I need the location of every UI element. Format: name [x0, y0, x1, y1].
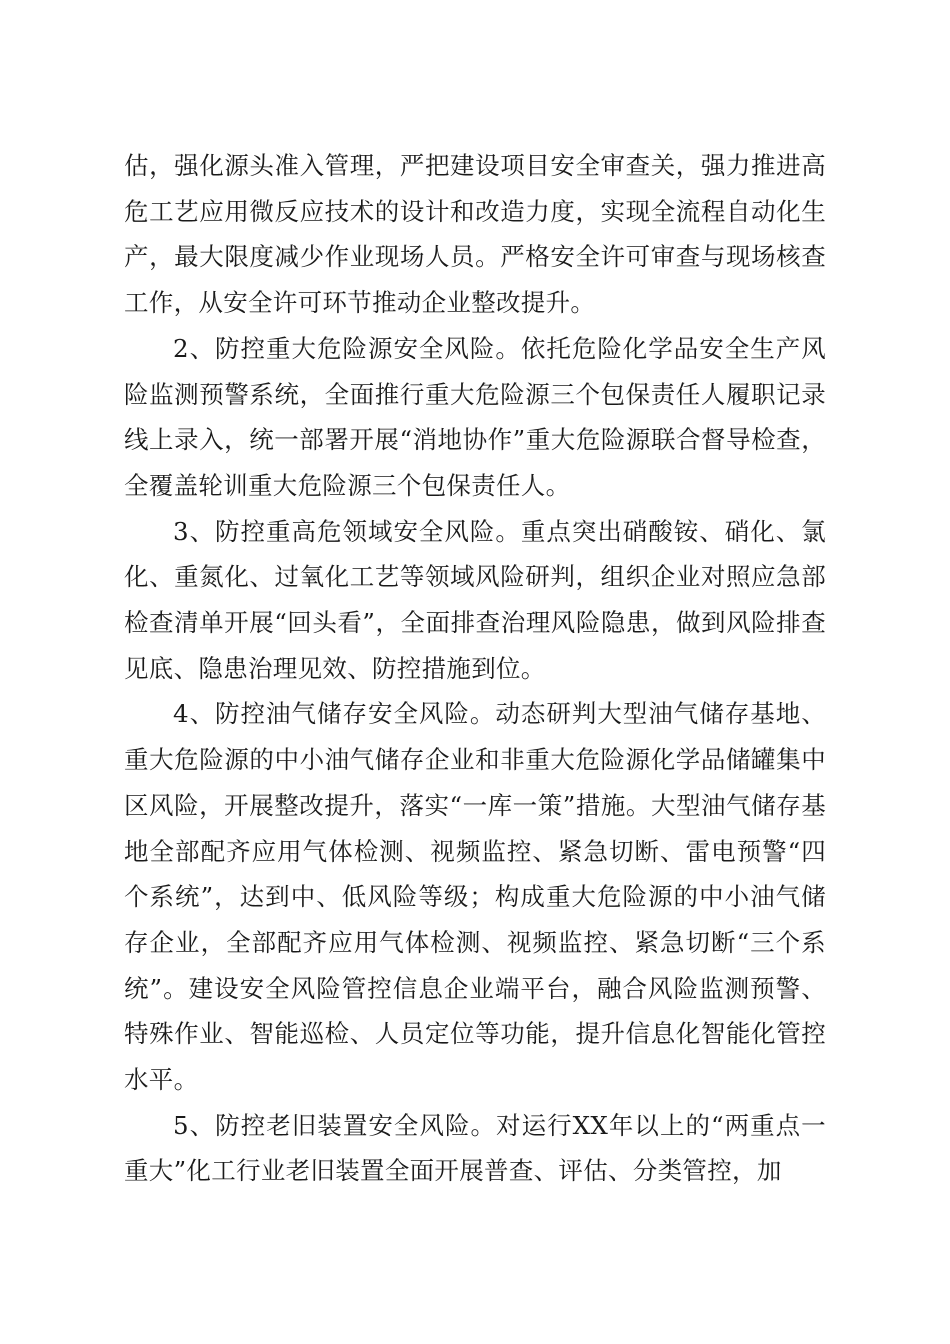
document-body — [124, 143, 826, 1194]
paragraph-item-5: 5、防控老旧装置安全风险。对运行XX年以上的“两重点一重大”化工行业老旧装置全面开展普查、评估、分类管控，加 — [124, 1110, 826, 1186]
paragraph-continued: 估，强化源头准入管理，严把建设项目安全审查关，强力推进高危工艺应用微反应技术的设计和改造力度，实现全流程自动化生产，最大限度减少作业现场人员。严格安全许可审查与现场核查工作，从安全许可环节推动企业整改提升。 — [124, 151, 826, 318]
paragraph-item-4: 4、防控油气储存安全风险。动态研判大型油气储存基地、重大危险源的中小油气储存企业和非重大危险源化学品储罐集中区风险，开展整改提升，落实“一库一策”措施。大型油气储存基地全部配齐应用气体检测、视频监控、紧急切断、雷电预警“四个系统”，达到中、低风险等级；构成重大危险源的中小油气储存企业，全部配齐应用气体检测、视频监控、紧急切断“三个系统”。建设安全风险管控信息企业端平台，融合风险监测预警、特殊作业、智能巡检、人员定位等功能，提升信息化智能化管控水平。 — [124, 699, 827, 1095]
paragraph-item-2: 2、防控重大危险源安全风险。依托危险化学品安全生产风险监测预警系统，全面推行重大危险源三个包保责任人履职记录线上录入，统一部署开展“消地协作”重大危险源联合督导检查，全覆盖轮训重大危险源三个包保责任人。 — [124, 333, 826, 500]
paragraph-item-3: 3、防控重高危领域安全风险。重点突出硝酸铵、硝化、氯化、重氮化、过氧化工艺等领域风险研判，组织企业对照应急部检查清单开展“回头看”，全面排查治理风险隐患，做到风险排查见底、隐患治理见效、防控措施到位。 — [124, 516, 826, 683]
